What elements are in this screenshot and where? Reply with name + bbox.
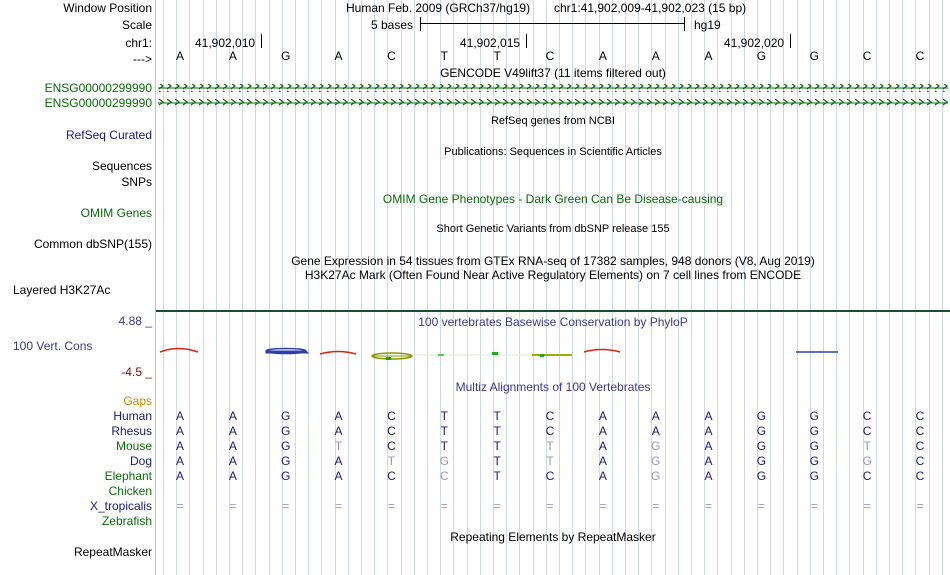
sequences-track-title[interactable]: Publications: Sequences in Scientific Articles	[444, 146, 662, 158]
alignment-base: G	[756, 424, 767, 438]
sequences-track-label[interactable]: Sequences	[91, 159, 152, 173]
conservation-track-title[interactable]: 100 vertebrates Basewise Conservation by PhyloP	[418, 315, 688, 329]
reference-base: A	[704, 49, 713, 63]
alignment-base: =	[282, 499, 290, 513]
scale-label: Scale	[121, 18, 152, 32]
alignment-base: T	[440, 424, 448, 438]
alignment-base: A	[598, 409, 607, 423]
reference-base: G	[756, 49, 767, 63]
alignment-base: G	[862, 454, 872, 468]
alignment-base: =	[652, 499, 660, 513]
alignment-base: G	[809, 454, 819, 468]
species-label[interactable]: Mouse	[115, 439, 152, 453]
alignment-base: A	[228, 439, 237, 453]
alignment-base: C	[545, 409, 555, 423]
alignment-base: G	[809, 409, 819, 423]
alignment-base: =	[440, 499, 448, 513]
alignment-base: =	[176, 499, 184, 513]
assembly-title: Human Feb. 2009 (GRCh37/hg19)	[346, 1, 531, 15]
alignment-base: G	[756, 409, 767, 423]
alignment-base: G	[809, 439, 819, 453]
alignment-base: T	[440, 409, 448, 423]
species-label[interactable]: Elephant	[104, 469, 152, 483]
species-label[interactable]: X_tropicalis	[89, 499, 152, 513]
alignment-base: A	[651, 409, 660, 423]
scale-bar	[420, 23, 684, 24]
alignment-base: T	[493, 439, 501, 453]
alignment-base: A	[175, 469, 184, 483]
alignment-base: =	[916, 499, 924, 513]
alignment-base: C	[915, 439, 925, 453]
strand-arrow-label: --->	[133, 52, 152, 66]
reference-base: T	[493, 49, 501, 63]
reference-base: C	[862, 49, 872, 63]
alignment-base: =	[705, 499, 713, 513]
repeatmasker-track-label[interactable]: RepeatMasker	[73, 545, 152, 559]
alignment-base: C	[387, 439, 396, 453]
alignment-base: =	[335, 499, 343, 513]
alignment-base: =	[757, 499, 765, 513]
reference-base: C	[387, 49, 396, 63]
alignment-base: C	[915, 409, 925, 423]
alignment-base: A	[651, 424, 660, 438]
alignment-base: =	[546, 499, 554, 513]
conservation-max: 4.88 _	[118, 314, 152, 328]
alignment-base: A	[334, 409, 343, 423]
alignment-base: C	[862, 409, 872, 423]
species-label[interactable]: Dog	[129, 454, 152, 468]
alignment-base: T	[387, 454, 396, 468]
alignment-base: G	[809, 469, 819, 483]
gtex-track-title[interactable]: Gene Expression in 54 tissues from GTEx RNA-seq of 17382 samples, 948 donors (V8, Aug 2019)	[291, 254, 815, 268]
scale-text: 5 bases	[371, 18, 414, 32]
alignment-base: G	[281, 439, 291, 453]
alignment-base: T	[863, 439, 871, 453]
label-separator	[155, 0, 156, 575]
alignment-base: A	[228, 409, 237, 423]
reference-base: G	[281, 49, 291, 63]
reference-base: A	[334, 49, 343, 63]
db-label: hg19	[694, 18, 721, 32]
alignment-base: C	[915, 424, 925, 438]
alignment-base: G	[756, 469, 767, 483]
conservation-signal	[156, 340, 950, 364]
alignment-base: C	[545, 469, 555, 483]
alignment-base: G	[281, 454, 291, 468]
alignment-base: C	[915, 454, 925, 468]
alignment-base: G	[756, 439, 767, 453]
alignment-base: A	[175, 424, 184, 438]
alignment-base: A	[334, 424, 343, 438]
ruler-tick-2: 41,902,015	[460, 36, 521, 50]
alignment-base: =	[387, 499, 395, 513]
alignment-base: C	[439, 469, 449, 483]
alignment-base: =	[599, 499, 607, 513]
reference-base: C	[915, 49, 925, 63]
alignment-base: C	[387, 409, 396, 423]
species-label[interactable]: Rhesus	[111, 424, 152, 438]
alignment-base: =	[493, 499, 501, 513]
alignment-base: T	[546, 454, 554, 468]
alignment-base: A	[334, 454, 343, 468]
ruler-tick-1: 41,902,010	[195, 36, 256, 50]
alignment-base: G	[651, 469, 661, 483]
alignment-base: T	[546, 439, 554, 453]
alignment-base: T	[493, 469, 501, 483]
alignment-base: A	[704, 439, 713, 453]
reference-base: G	[809, 49, 819, 63]
alignment-base: G	[439, 454, 449, 468]
alignment-base: A	[704, 454, 713, 468]
ruler-tick-mark-3	[790, 34, 791, 48]
ruler-tick-mark-2	[526, 34, 527, 48]
alignment-base: A	[704, 409, 713, 423]
alignment-base: G	[281, 424, 291, 438]
alignment-base: T	[493, 424, 501, 438]
alignment-base: A	[334, 469, 343, 483]
alignment-base: =	[229, 499, 237, 513]
alignment-base: C	[545, 424, 555, 438]
conservation-track-label[interactable]: 100 Vert. Cons	[13, 339, 93, 353]
gencode-track-title[interactable]: GENCODE V49lift37 (11 items filtered out)	[440, 66, 666, 80]
dbsnp-track-label[interactable]: Common dbSNP(155)	[33, 237, 152, 251]
reference-base: A	[228, 49, 237, 63]
alignment-base: A	[228, 454, 237, 468]
alignment-base: T	[440, 439, 448, 453]
refseq-track-title[interactable]: RefSeq genes from NCBI	[490, 115, 616, 127]
refseq-track-label[interactable]: RefSeq Curated	[65, 128, 152, 142]
alignment-base: G	[756, 454, 767, 468]
snps-track-label[interactable]: SNPs	[121, 175, 152, 189]
reference-base: A	[175, 49, 184, 63]
reference-base: T	[440, 49, 448, 63]
alignment-base: T	[493, 454, 501, 468]
h3k27ac-track-title[interactable]: H3K27Ac Mark (Often Found Near Active Regulatory Elements) on 7 cell lines from ENCODE	[304, 268, 802, 282]
species-label[interactable]: Chicken	[108, 484, 152, 498]
gene-features[interactable]	[158, 82, 948, 110]
alignment-base: A	[228, 469, 237, 483]
species-label[interactable]: Human	[113, 409, 152, 423]
omim-track-title[interactable]: OMIM Gene Phenotypes - Dark Green Can Be Disease-causing	[382, 192, 724, 206]
h3k27ac-track-label[interactable]: Layered H3K27Ac	[13, 283, 111, 297]
position-title: chr1:41,902,009-41,902,023 (15 bp)	[554, 1, 747, 15]
alignment-base: T	[493, 409, 501, 423]
alignment-base: G	[651, 454, 661, 468]
h3k27ac-signal-line	[156, 310, 950, 312]
reference-base: A	[651, 49, 660, 63]
species-label[interactable]: Zebrafish	[101, 514, 152, 528]
alignment-base: C	[387, 469, 396, 483]
ruler-tick-mark-1	[261, 34, 262, 48]
reference-base: C	[545, 49, 555, 63]
alignment-base: T	[334, 439, 343, 453]
alignment-base: A	[598, 469, 607, 483]
window-position-label: Window Position	[63, 1, 152, 15]
alignment-base: A	[704, 469, 713, 483]
alignment-base: A	[175, 439, 184, 453]
alignment-base: A	[598, 439, 607, 453]
alignment-base: C	[387, 424, 396, 438]
alignment-base: C	[915, 469, 925, 483]
omim-track-label[interactable]: OMIM Genes	[80, 206, 152, 220]
ruler-tick-3: 41,902,020	[724, 36, 785, 50]
dbsnp-track-title[interactable]: Short Genetic Variants from dbSNP release 155	[436, 223, 670, 235]
alignment-base: =	[810, 499, 818, 513]
alignment-base: A	[175, 409, 184, 423]
alignment-base: C	[862, 469, 872, 483]
alignment-base: C	[862, 424, 872, 438]
alignment-base: A	[175, 454, 184, 468]
conservation-min: -4.5 _	[121, 365, 152, 379]
alignment-base: A	[598, 454, 607, 468]
gene-label-2[interactable]: ENSG00000299990	[44, 96, 152, 110]
chr-label: chr1:	[125, 36, 152, 50]
alignment-base: A	[598, 424, 607, 438]
alignment-base: G	[809, 424, 819, 438]
scale-bar-left-tick	[420, 17, 421, 31]
gene-label-1[interactable]: ENSG00000299990	[44, 81, 152, 95]
repeatmasker-track-title[interactable]: Repeating Elements by RepeatMasker	[450, 530, 656, 544]
reference-base: A	[598, 49, 607, 63]
alignment-base: A	[704, 424, 713, 438]
alignment-base: A	[228, 424, 237, 438]
alignment-base: G	[281, 409, 291, 423]
alignment-base: =	[863, 499, 871, 513]
alignment-base: G	[651, 439, 661, 453]
scale-bar-right-tick	[684, 17, 685, 31]
multiz-track-title[interactable]: Multiz Alignments of 100 Vertebrates	[455, 380, 651, 394]
gaps-label[interactable]: Gaps	[123, 394, 152, 408]
alignment-base: G	[281, 469, 291, 483]
